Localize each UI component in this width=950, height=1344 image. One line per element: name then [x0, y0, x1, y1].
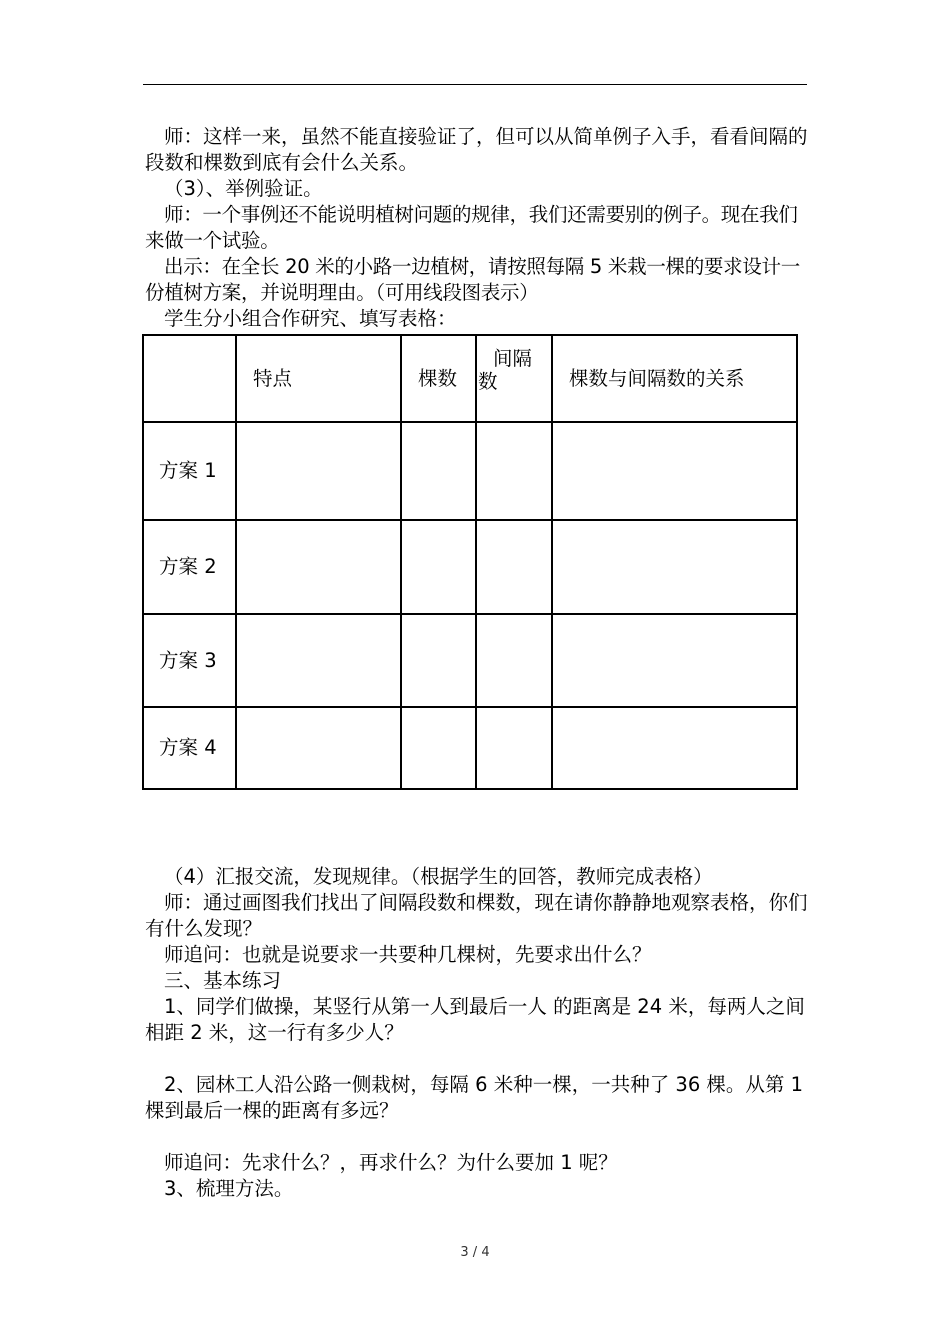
row-label: 方案 1: [143, 422, 236, 520]
table-cell[interactable]: [401, 707, 476, 789]
table-cell[interactable]: [236, 422, 401, 520]
document-body: [145, 124, 809, 1202]
paragraph: 学生分小组合作研究、填写表格：: [164, 307, 457, 330]
page-number: 3 / 4: [460, 1245, 490, 1260]
section-heading: （4）汇报交流，发现规律。（根据学生的回答，教师完成表格）: [164, 865, 713, 888]
exercise: 1、同学们做操，某竖行从第一人到最后一人 的距离是 24 米，每两人之间相距 2 米，这一行有多少人？: [145, 995, 805, 1044]
table-row: [143, 520, 797, 614]
header-rule: [143, 84, 807, 85]
table-cell[interactable]: [236, 707, 401, 789]
section-heading: 三、基本练习: [164, 969, 282, 992]
paragraph: 师：通过画图我们找出了间隔段数和棵数，现在请你静静地观察表格，你们有什么发现？: [145, 891, 808, 940]
table-cell[interactable]: [401, 614, 476, 707]
paragraph: 师：一个事例还不能说明植树问题的规律，我们还需要别的例子。现在我们来做一个试验。: [145, 203, 798, 252]
section-heading: 3、梳理方法。: [164, 1177, 294, 1200]
paragraph: 师：这样一来，虽然不能直接验证了，但可以从简单例子入手，看看间隔的段数和棵数到底有会什么关系。: [145, 125, 808, 174]
table-row: [143, 707, 797, 789]
table-cell[interactable]: [236, 520, 401, 614]
table-header-cell: [476, 335, 552, 422]
row-label: 方案 4: [143, 707, 236, 789]
table-cell[interactable]: [552, 707, 797, 789]
table-cell[interactable]: [552, 520, 797, 614]
spacer: [145, 1124, 809, 1150]
paragraph: 师追问：先求什么？，再求什么？为什么要加 1 呢？: [164, 1151, 618, 1174]
table-cell[interactable]: [476, 614, 552, 707]
spacer: [145, 790, 809, 864]
table-cell[interactable]: [476, 707, 552, 789]
table-cell[interactable]: [552, 422, 797, 520]
paragraph: 师追问：也就是说要求一共要种几棵树，先要求出什么？: [164, 943, 652, 966]
table-cell[interactable]: [401, 520, 476, 614]
section-heading: （3）、举例验证。: [164, 177, 323, 200]
table-header-cell: 棵数: [401, 335, 476, 422]
row-label: 方案 2: [143, 520, 236, 614]
table-row: [143, 422, 797, 520]
table-header-cell: 棵数与间隔数的关系: [552, 335, 797, 422]
table-cell[interactable]: [476, 422, 552, 520]
table-header-row: [143, 335, 797, 422]
table-cell[interactable]: [236, 614, 401, 707]
row-label: 方案 3: [143, 614, 236, 707]
table-cell[interactable]: [476, 520, 552, 614]
header-text-line: 数: [478, 370, 498, 393]
header-text-line: 间隔: [493, 347, 533, 370]
table-row: [143, 614, 797, 707]
paragraph: 出示：在全长 20 米的小路一边植树，请按照每隔 5 米栽一棵的要求设计一份植树方案，并说明理由。（可用线段图表示）: [145, 255, 800, 304]
exercise: 2、园林工人沿公路一侧栽树，每隔 6 米种一棵，一共种了 36 棵。从第 1 棵到最后一棵的距离有多远？: [145, 1073, 804, 1122]
planting-plan-table: [142, 334, 798, 790]
spacer: [145, 1046, 809, 1072]
table-header-cell: 特点: [236, 335, 401, 422]
table-cell[interactable]: [401, 422, 476, 520]
table-cell[interactable]: [552, 614, 797, 707]
table-header-cell: [143, 335, 236, 422]
